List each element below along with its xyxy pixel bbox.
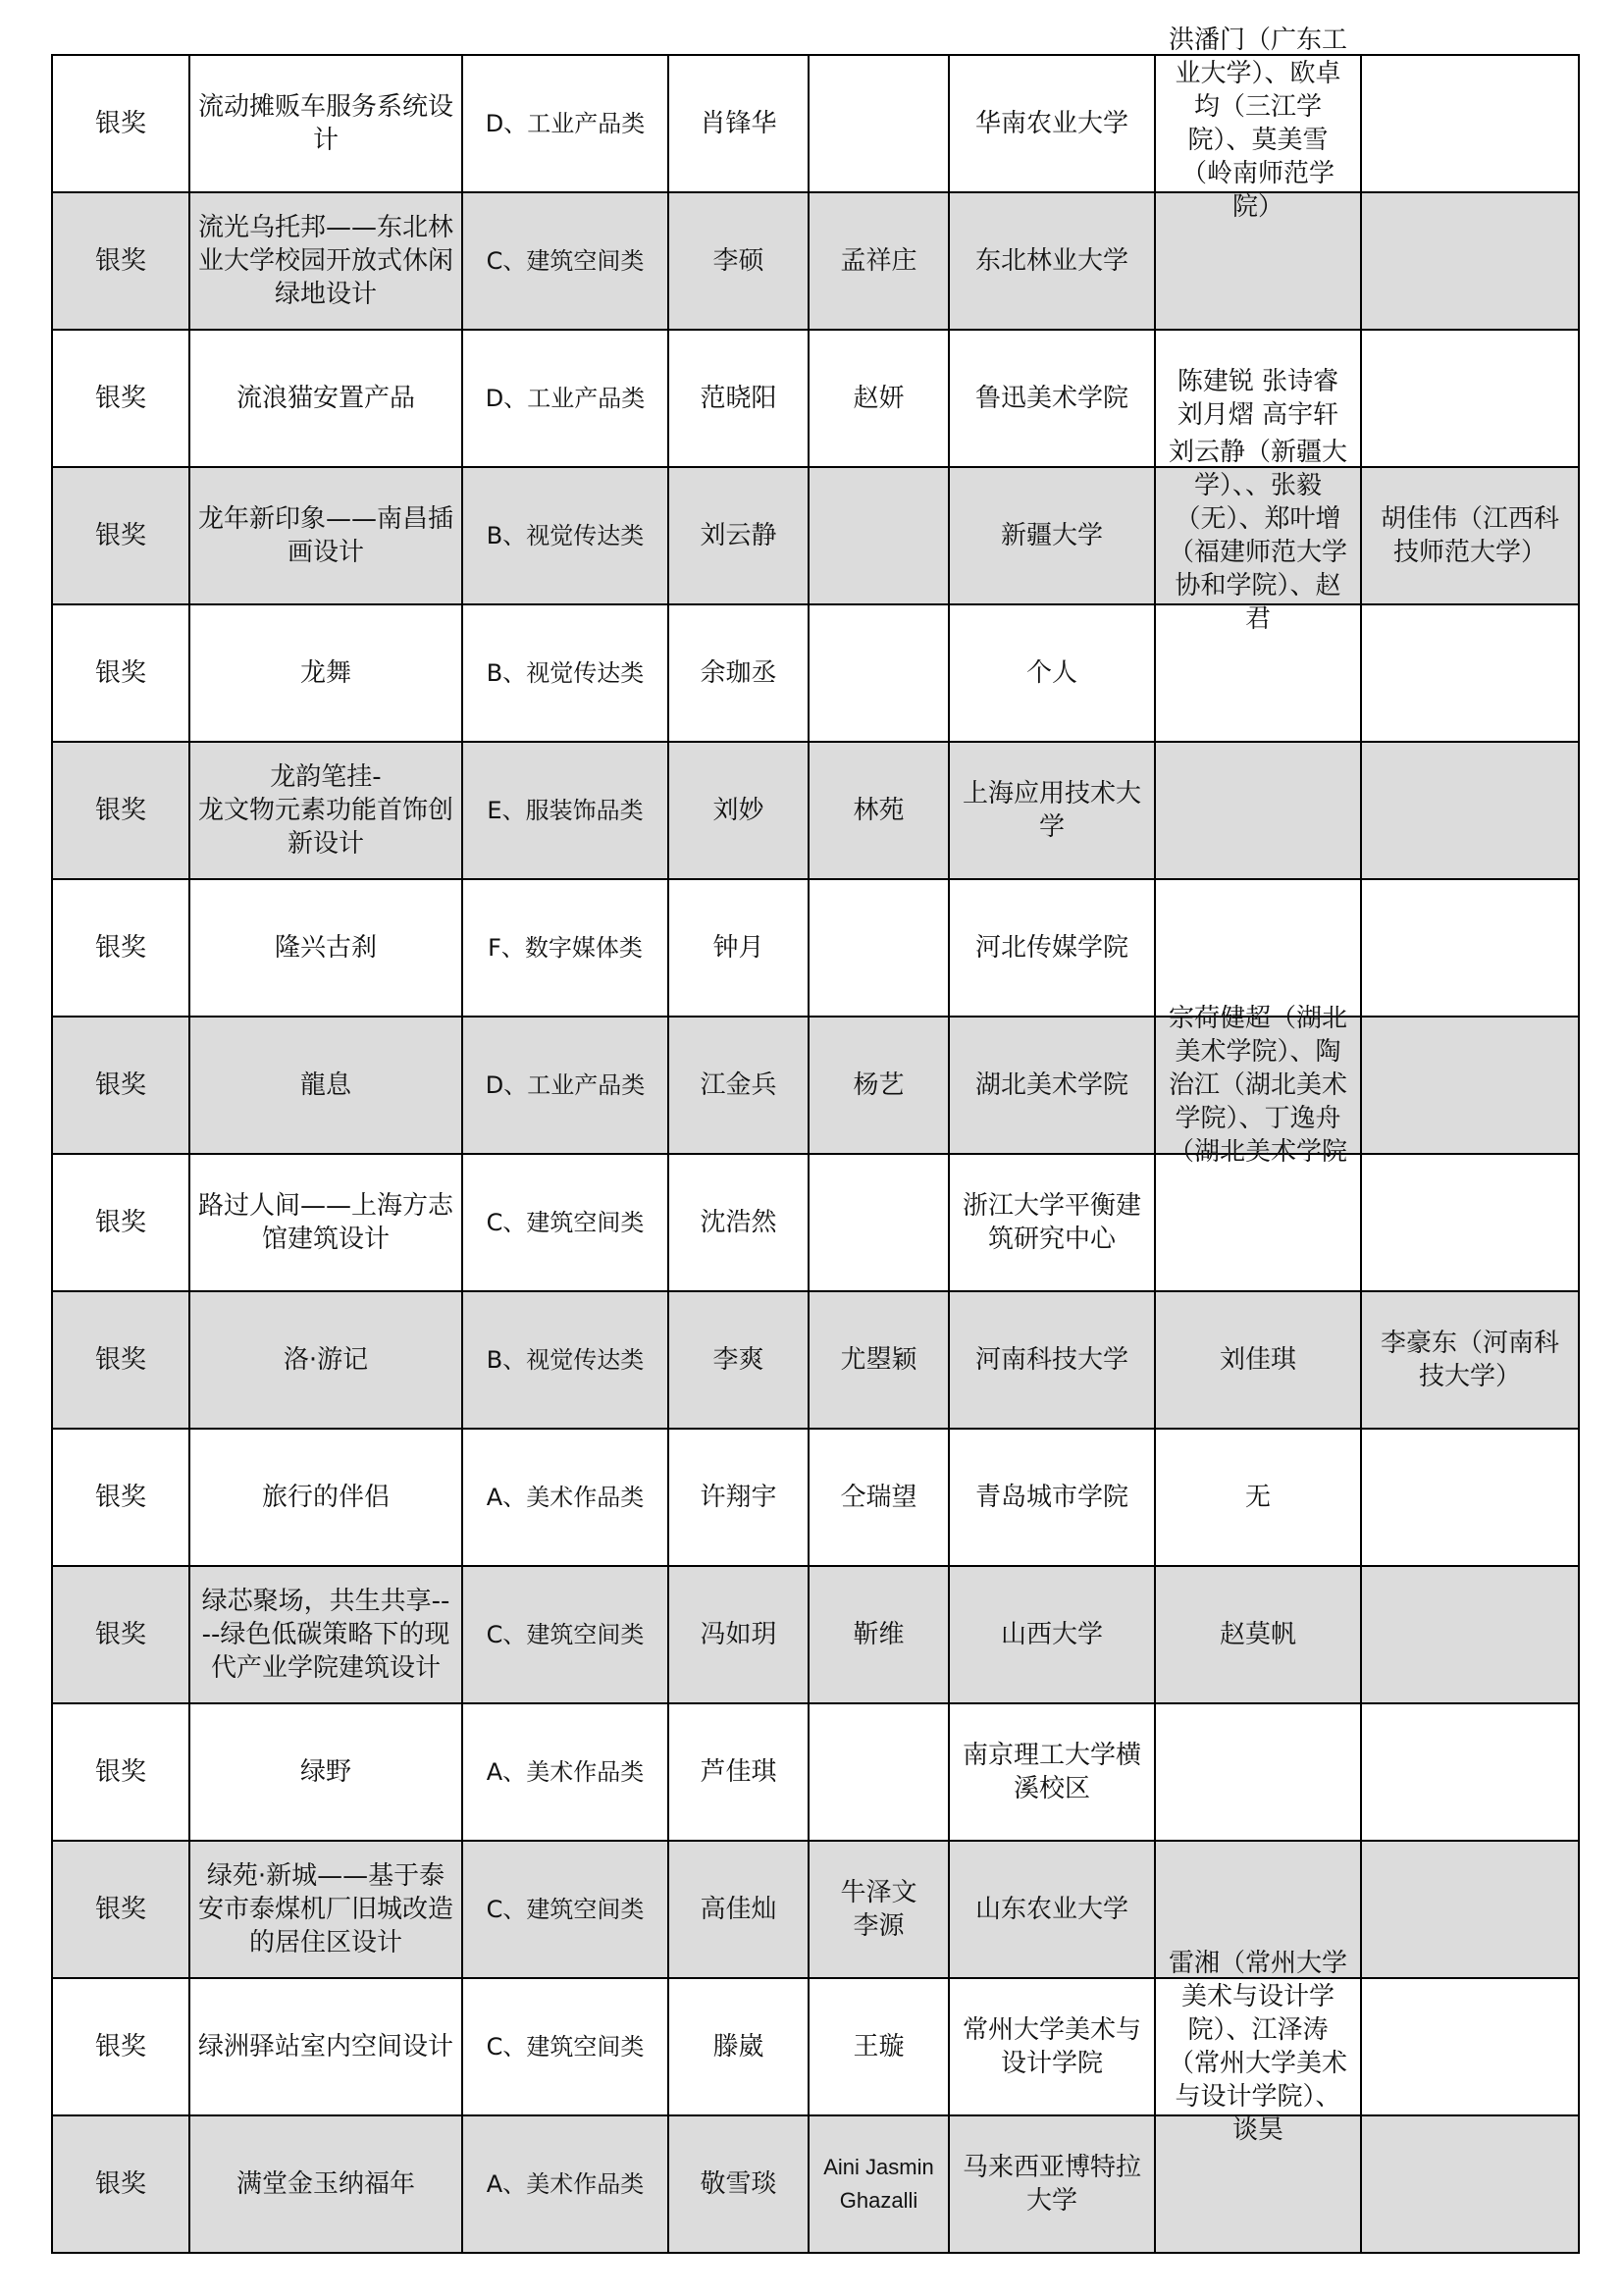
advisor-text [1362, 194, 1578, 328]
work-title-cell [189, 1154, 462, 1291]
teammates-cell [809, 1566, 949, 1703]
author-text: 滕崴 [712, 2032, 764, 2061]
teammates-text [810, 469, 948, 602]
award-level-cell [52, 1017, 189, 1154]
author-cell [668, 192, 809, 330]
category-cell [462, 1154, 668, 1291]
advisor-text [1362, 1980, 1578, 2113]
author-text: 钟月 [712, 933, 764, 963]
author-cell [668, 2115, 809, 2253]
award-level-text: 银奖 [94, 246, 146, 276]
category-text: C、建筑空间类 [486, 1896, 645, 1923]
author-cell [668, 742, 809, 879]
table-row [52, 1566, 1579, 1703]
teammates-text [810, 606, 948, 740]
table-row [52, 1291, 1579, 1429]
category-cell [462, 192, 668, 330]
school-cell [949, 1017, 1155, 1154]
table-row [52, 467, 1579, 604]
school-text: 浙江大学平衡建筑研究中心 [962, 1191, 1141, 1254]
work-title-cell [189, 1566, 462, 1703]
work-title-cell [189, 1703, 462, 1841]
school-cell [949, 1978, 1155, 2115]
author-text: 高佳灿 [700, 1895, 777, 1924]
category-text: D、工业产品类 [485, 385, 646, 412]
school-cell [949, 467, 1155, 604]
school-text: 个人 [1025, 658, 1077, 688]
author-text: 敬雪琰 [700, 2169, 777, 2199]
work-title-cell [189, 1429, 462, 1566]
work-title-text: 路过人间——上海方志馆建筑设计 [198, 1191, 454, 1254]
category-cell [462, 2115, 668, 2253]
award-level-cell [52, 1291, 189, 1429]
category-cell [462, 1841, 668, 1978]
award-level-cell [52, 1841, 189, 1978]
advisor-text [1362, 744, 1578, 877]
work-title-cell [189, 742, 462, 879]
members-text: 陈建锐 张诗睿 刘月熠 高宇轩 [1177, 367, 1339, 430]
award-level-text: 银奖 [94, 521, 146, 550]
table-row [52, 1978, 1579, 2115]
teammates-cell [809, 1703, 949, 1841]
work-title-text: 洛·游记 [283, 1345, 369, 1375]
award-level-cell [52, 330, 189, 467]
members-text [1156, 1705, 1360, 1839]
members-text: 美术与设计学院）、江泽涛（常州大学美术与设计学院）、 [1168, 1982, 1347, 2112]
teammates-cell [809, 742, 949, 879]
author-cell [668, 1291, 809, 1429]
advisor-text [1362, 881, 1578, 1015]
school-cell [949, 55, 1155, 192]
category-cell [462, 1566, 668, 1703]
work-title-cell [189, 2115, 462, 2253]
members-text: 刘云静（新疆大学）、、张毅（无）、郑叶增（福建师范大学协和学院）、赵君 [1168, 438, 1347, 634]
school-text: 新疆大学 [1000, 521, 1103, 550]
table-row [52, 879, 1579, 1017]
category-text: A、美术作品类 [486, 1484, 645, 1511]
award-level-text: 银奖 [94, 1070, 146, 1100]
advisor-text [1362, 2117, 1578, 2251]
category-cell [462, 1703, 668, 1841]
advisor-cell [1361, 2115, 1579, 2253]
category-text: D、工业产品类 [485, 1071, 646, 1099]
author-text: 肖锋华 [700, 109, 777, 138]
members-text: 宗荷健超（湖北美术学院）、陶治江（湖北美术学院）、丁逸舟（湖北美术学院 [1168, 1004, 1347, 1167]
members-text [1156, 744, 1360, 877]
members-text [1156, 881, 1360, 1015]
category-cell [462, 1291, 668, 1429]
work-title-text: 龙舞 [299, 658, 351, 688]
members-text: 赵莫帆 [1219, 1620, 1296, 1649]
advisor-cell [1361, 330, 1579, 467]
author-cell [668, 1566, 809, 1703]
school-cell [949, 330, 1155, 467]
school-text: 常州大学美术与设计学院 [962, 2015, 1141, 2078]
table-row [52, 742, 1579, 879]
category-text: B、视觉传达类 [486, 1346, 645, 1374]
category-text: C、建筑空间类 [486, 1209, 645, 1236]
award-level-text: 银奖 [94, 1208, 146, 1237]
teammates-text: 林苑 [853, 796, 905, 825]
advisor-cell [1361, 1703, 1579, 1841]
award-level-text: 银奖 [94, 109, 146, 138]
members-cell [1155, 438, 1361, 634]
advisor-cell [1361, 1978, 1579, 2115]
award-level-text: 银奖 [94, 2169, 146, 2199]
school-cell [949, 1841, 1155, 1978]
category-cell [462, 330, 668, 467]
teammates-text: 牛泽文 李源 [840, 1878, 917, 1941]
category-text: D、工业产品类 [485, 110, 646, 137]
school-cell [949, 1566, 1155, 1703]
table-row [52, 55, 1579, 192]
advisor-cell [1361, 192, 1579, 330]
work-title-cell [189, 1978, 462, 2115]
teammates-text: 靳维 [853, 1620, 905, 1649]
work-title-text: 绿芯聚场，共生共享----绿色低碳策略下的现代产业学院建筑设计 [201, 1587, 450, 1683]
category-text: C、建筑空间类 [486, 1621, 645, 1648]
teammates-text: 孟祥庄 [840, 246, 917, 276]
award-level-cell [52, 1154, 189, 1291]
category-text: B、视觉传达类 [486, 659, 645, 687]
category-cell [462, 879, 668, 1017]
work-title-text: 绿苑·新城——基于泰安市泰煤机厂旧城改造的居住区设计 [198, 1861, 454, 1957]
school-cell [949, 604, 1155, 742]
advisor-text: 李豪东（河南科技大学） [1380, 1329, 1559, 1391]
advisor-cell [1361, 1154, 1579, 1291]
author-cell [668, 1429, 809, 1566]
author-text: 范晓阳 [700, 384, 777, 413]
members-text: 无 [1244, 1483, 1271, 1512]
school-cell [949, 742, 1155, 879]
work-title-text: 流光乌托邦——东北林业大学校园开放式休闲绿地设计 [198, 213, 454, 309]
members-cell [1155, 879, 1361, 1017]
author-text: 刘云静 [700, 521, 777, 550]
members-cell [1155, 742, 1361, 879]
advisor-cell [1361, 742, 1579, 879]
advisor-cell [1361, 1291, 1579, 1429]
teammates-text: 杨艺 [853, 1070, 905, 1100]
award-level-text: 银奖 [94, 1620, 146, 1649]
members-text: 洪潘门（广东工业大学）、欧卓均（三江学院）、莫美雪（岭南师范学 [1168, 26, 1347, 188]
work-title-text: 满堂金玉纳福年 [235, 2169, 415, 2199]
author-cell [668, 467, 809, 604]
table-row [52, 1154, 1579, 1291]
work-title-cell [189, 1017, 462, 1154]
work-title-cell [189, 55, 462, 192]
award-level-text: 银奖 [94, 1345, 146, 1375]
author-cell [668, 330, 809, 467]
advisor-text [1362, 1568, 1578, 1701]
author-cell [668, 1154, 809, 1291]
category-cell [462, 1429, 668, 1566]
work-title-cell [189, 1291, 462, 1429]
advisor-text [1362, 332, 1578, 465]
work-title-text: 绿野 [299, 1757, 351, 1787]
author-text: 冯如玥 [700, 1620, 777, 1649]
award-level-cell [52, 879, 189, 1017]
teammates-cell [809, 1291, 949, 1429]
category-cell [462, 604, 668, 742]
award-level-text: 银奖 [94, 2032, 146, 2061]
teammates-cell [809, 330, 949, 467]
advisor-text [1362, 1431, 1578, 1564]
school-text: 上海应用技术大学 [962, 779, 1141, 842]
award-level-text: 银奖 [94, 1757, 146, 1787]
category-text: B、视觉传达类 [486, 522, 645, 549]
school-text: 华南农业大学 [974, 109, 1128, 138]
teammates-cell [809, 192, 949, 330]
school-text: 河南科技大学 [974, 1345, 1128, 1375]
teammates-cell [809, 1841, 949, 1978]
teammates-text: 赵妍 [853, 384, 905, 413]
advisor-text [1362, 1843, 1578, 1976]
category-cell [462, 467, 668, 604]
teammates-text: 王璇 [853, 2032, 905, 2061]
category-text: A、美术作品类 [486, 1758, 645, 1786]
advisor-cell [1361, 467, 1579, 604]
author-text: 李硕 [712, 246, 764, 276]
work-title-cell [189, 1841, 462, 1978]
author-cell [668, 1841, 809, 1978]
advisor-cell [1361, 1841, 1579, 1978]
award-level-cell [52, 1566, 189, 1703]
teammates-text [810, 881, 948, 1015]
school-cell [949, 2115, 1155, 2253]
work-title-cell [189, 467, 462, 604]
work-title-cell [189, 604, 462, 742]
school-text: 山西大学 [1000, 1620, 1103, 1649]
award-level-cell [52, 467, 189, 604]
teammates-text: 尤曌颖 [840, 1345, 917, 1375]
teammates-cell [809, 1154, 949, 1291]
school-text: 南京理工大学横溪校区 [962, 1741, 1141, 1803]
school-cell [949, 1429, 1155, 1566]
award-level-cell [52, 192, 189, 330]
author-cell [668, 55, 809, 192]
author-text: 许翔宇 [700, 1483, 777, 1512]
teammates-text: 仝瑞望 [840, 1483, 917, 1512]
work-title-cell [189, 879, 462, 1017]
teammates-text [810, 57, 948, 190]
teammates-text: Aini Jasmin Ghazalli [823, 2155, 934, 2213]
advisor-cell [1361, 1429, 1579, 1566]
category-text: C、建筑空间类 [486, 2033, 645, 2061]
members-text [1156, 1156, 1360, 1289]
award-level-cell [52, 55, 189, 192]
advisor-text [1362, 1018, 1578, 1152]
award-level-text: 银奖 [94, 1895, 146, 1924]
school-text: 鲁迅美术学院 [974, 384, 1128, 413]
members-text: 刘佳琪 [1219, 1345, 1296, 1375]
school-text: 山东农业大学 [974, 1895, 1128, 1924]
award-level-text: 银奖 [94, 384, 146, 413]
teammates-cell [809, 55, 949, 192]
author-text: 余珈丞 [700, 658, 777, 688]
advisor-text: 胡佳伟（江西科技师范大学） [1380, 504, 1559, 567]
award-level-text: 银奖 [94, 1483, 146, 1512]
author-cell [668, 1017, 809, 1154]
award-level-cell [52, 1429, 189, 1566]
award-level-text: 银奖 [94, 933, 146, 963]
work-title-text: 流动摊贩车服务系统设计 [198, 92, 454, 155]
advisor-text [1362, 1156, 1578, 1289]
teammates-cell [809, 1978, 949, 2115]
advisor-text [1362, 1705, 1578, 1839]
award-table [51, 26, 1580, 2254]
work-title-text: 绿洲驿站室内空间设计 [198, 2032, 454, 2061]
award-level-cell [52, 742, 189, 879]
award-level-cell [52, 2115, 189, 2253]
school-cell [949, 1291, 1155, 1429]
work-title-text: 旅行的伴侣 [261, 1483, 390, 1512]
members-cell [1155, 1703, 1361, 1841]
advisor-cell [1361, 1017, 1579, 1154]
members-cell [1155, 1566, 1361, 1703]
members-cell [1155, 1291, 1361, 1429]
school-text: 马来西亚博特拉大学 [962, 2153, 1141, 2216]
category-text: F、数字媒体类 [488, 934, 643, 962]
teammates-cell [809, 1017, 949, 1154]
award-level-text: 银奖 [94, 796, 146, 825]
teammates-cell [809, 1429, 949, 1566]
work-title-cell [189, 330, 462, 467]
award-level-text: 银奖 [94, 658, 146, 688]
members-cell [1155, 1154, 1361, 1291]
work-title-text: 隆兴古刹 [274, 933, 377, 963]
author-cell [668, 1978, 809, 2115]
category-cell [462, 1017, 668, 1154]
work-title-text: 龙韵笔挂- 龙文物元素功能首饰创新设计 [198, 762, 454, 859]
teammates-cell [809, 879, 949, 1017]
award-level-cell [52, 1703, 189, 1841]
author-text: 李爽 [712, 1345, 764, 1375]
advisor-cell [1361, 55, 1579, 192]
author-cell [668, 879, 809, 1017]
members-cell [1155, 1004, 1361, 1167]
category-text: E、服装饰品类 [487, 797, 644, 824]
school-text: 湖北美术学院 [974, 1070, 1128, 1100]
school-cell [949, 192, 1155, 330]
award-level-cell [52, 604, 189, 742]
author-text: 江金兵 [700, 1070, 777, 1100]
author-cell [668, 1703, 809, 1841]
teammates-cell [809, 604, 949, 742]
school-cell [949, 1154, 1155, 1291]
teammates-text [810, 1705, 948, 1839]
teammates-text [810, 1156, 948, 1289]
author-text: 芦佳琪 [700, 1757, 777, 1787]
teammates-cell [809, 2115, 949, 2253]
table-row [52, 1429, 1579, 1566]
advisor-text [1362, 606, 1578, 740]
advisor-cell [1361, 879, 1579, 1017]
award-level-cell [52, 1978, 189, 2115]
author-text: 刘妙 [712, 796, 764, 825]
category-text: C、建筑空间类 [486, 247, 645, 275]
school-cell [949, 879, 1155, 1017]
category-cell [462, 1978, 668, 2115]
table-row [52, 1017, 1579, 1154]
work-title-text: 龙年新印象——南昌插画设计 [198, 504, 454, 567]
award-table-body [52, 26, 1579, 2253]
advisor-cell [1361, 604, 1579, 742]
advisor-cell [1361, 1566, 1579, 1703]
school-text: 青岛城市学院 [974, 1483, 1128, 1512]
author-cell [668, 604, 809, 742]
work-title-text: 流浪猫安置产品 [235, 384, 415, 413]
school-text: 河北传媒学院 [974, 933, 1128, 963]
members-cell [1155, 1429, 1361, 1566]
school-cell [949, 1703, 1155, 1841]
category-text: A、美术作品类 [486, 2170, 645, 2198]
category-cell [462, 742, 668, 879]
advisor-text [1362, 57, 1578, 190]
table-row [52, 1703, 1579, 1841]
school-text: 东北林业大学 [974, 246, 1128, 276]
author-text: 沈浩然 [700, 1208, 777, 1237]
award-list-page [51, 26, 1578, 2296]
work-title-text: 龍息 [299, 1070, 351, 1100]
members-cell [1155, 26, 1361, 192]
work-title-cell [189, 192, 462, 330]
teammates-cell [809, 467, 949, 604]
category-cell [462, 55, 668, 192]
members-cell [1155, 1978, 1361, 2115]
